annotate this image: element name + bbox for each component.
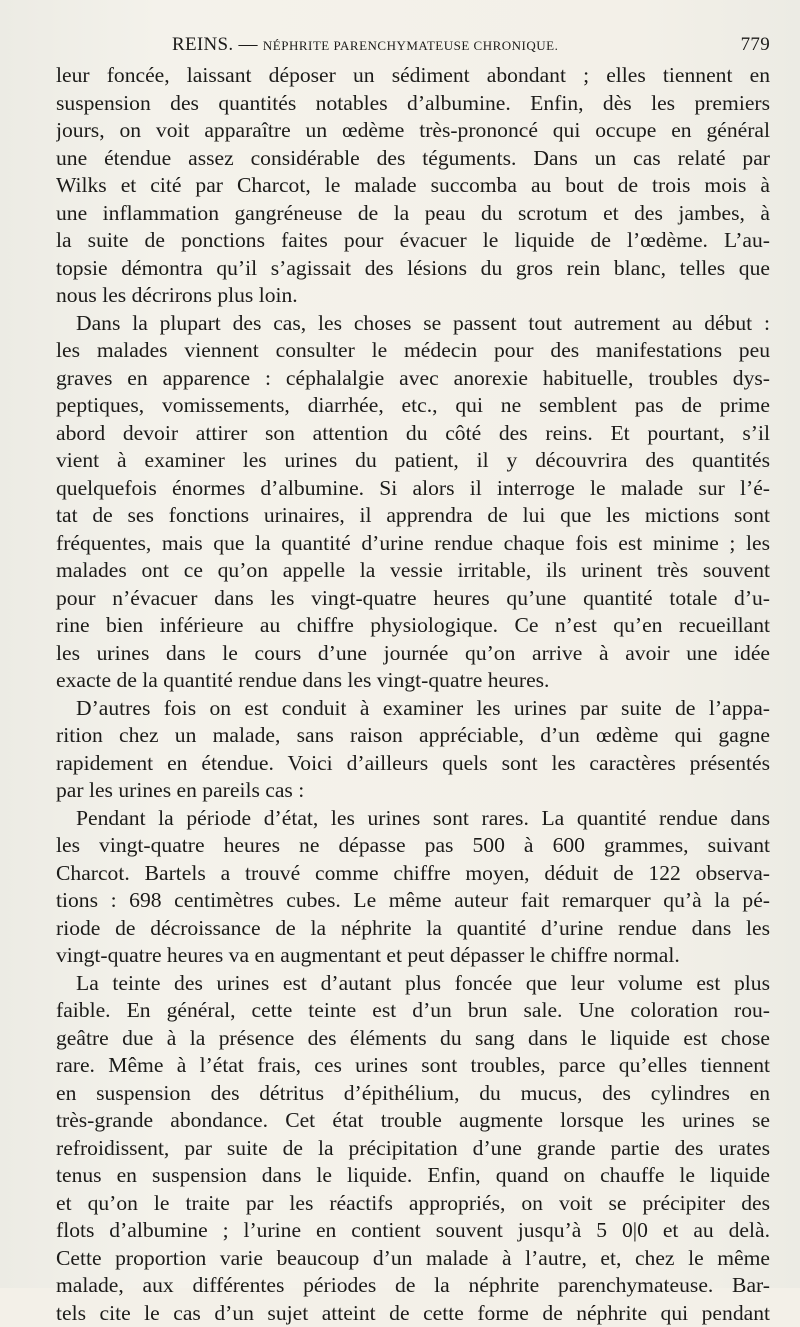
text-line: jours, on voit apparaître un œdème très-prononcé qui occupe en général — [56, 117, 770, 145]
paragraph — [56, 805, 770, 970]
text-line: tenus en suspension dans le liquide. Enfin, quand on chauffe le liquide — [56, 1162, 770, 1190]
text-line: par les urines en pareils cas : — [56, 777, 770, 805]
text-line: malade, aux différentes périodes de la néphrite parenchymateuse. Bar- — [56, 1272, 770, 1300]
text-line: vingt-quatre heures va en augmentant et peut dépasser le chiffre normal. — [56, 942, 770, 970]
text-line: suspension des quantités notables d’albumine. Enfin, dès les premiers — [56, 90, 770, 118]
text-line: peptiques, vomissements, diarrhée, etc., qui ne semblent pas de prime — [56, 392, 770, 420]
text-line: nous les décrirons plus loin. — [56, 282, 770, 310]
text-line: pour n’évacuer dans les vingt-quatre heures qu’une quantité totale d’u- — [56, 585, 770, 613]
text-line: Pendant la période d’état, les urines sont rares. La quantité rendue dans — [56, 805, 770, 833]
text-line: les malades viennent consulter le médecin pour des manifestations peu — [56, 337, 770, 365]
text-line: la suite de ponctions faites pour évacuer le liquide de l’œdème. L’au- — [56, 227, 770, 255]
text-line: et qu’on le traite par les réactifs appropriés, on voit se précipiter des — [56, 1190, 770, 1218]
text-line: fréquentes, mais que la quantité d’urine rendue chaque fois est minime ; les — [56, 530, 770, 558]
text-line: geâtre due à la présence des éléments du sang dans le liquide est chose — [56, 1025, 770, 1053]
text-line: Charcot. Bartels a trouvé comme chiffre moyen, déduit de 122 observa- — [56, 860, 770, 888]
text-line: exacte de la quantité rendue dans les vingt-quatre heures. — [56, 667, 770, 695]
text-line: très-grande abondance. Cet état trouble augmente lorsque les urines se — [56, 1107, 770, 1135]
paragraph — [56, 695, 770, 805]
text-line: une étendue assez considérable des téguments. Dans un cas relaté par — [56, 145, 770, 173]
text-line: rition chez un malade, sans raison appréciable, d’un œdème qui gagne — [56, 722, 770, 750]
text-line: topsie démontra qu’il s’agissait des lésions du gros rein blanc, telles que — [56, 255, 770, 283]
text-line: les urines dans le cours d’une journée qu’on arrive à avoir une idée — [56, 640, 770, 668]
text-line: en suspension des détritus d’épithélium, du mucus, des cylindres en — [56, 1080, 770, 1108]
text-line: tat de ses fonctions urinaires, il apprendra de lui que les mictions sont — [56, 502, 770, 530]
text-line: riode de décroissance de la néphrite la quantité d’urine rendue dans les — [56, 915, 770, 943]
text-line: Cette proportion varie beaucoup d’un malade à l’autre, et, chez le même — [56, 1245, 770, 1273]
running-head-title-group — [172, 34, 558, 56]
text-line: tions : 698 centimètres cubes. Le même auteur fait remarquer qu’à la pé- — [56, 887, 770, 915]
running-head-dash: — — [239, 34, 258, 55]
text-line: faible. En général, cette teinte est d’un brun sale. Une coloration rou- — [56, 997, 770, 1025]
paragraph — [56, 970, 770, 1327]
text-line: malades ont ce qu’on appelle la vessie irritable, ils urinent très souvent — [56, 557, 770, 585]
text-line: abord devoir attirer son attention du côté des reins. Et pourtant, s’il — [56, 420, 770, 448]
text-line: les vingt-quatre heures ne dépasse pas 500 à 600 grammes, suivant — [56, 832, 770, 860]
body-text — [56, 62, 770, 1327]
text-line: rine bien inférieure au chiffre physiologique. Ce n’est qu’en recueillant — [56, 612, 770, 640]
running-head-title: NÉPHRITE PARENCHYMATEUSE CHRONIQUE. — [263, 38, 558, 53]
text-line: quelquefois énormes d’albumine. Si alors il interroge le malade sur l’é- — [56, 475, 770, 503]
text-line: La teinte des urines est d’autant plus foncée que leur volume est plus — [56, 970, 770, 998]
text-line: rapidement en étendue. Voici d’ailleurs quels sont les caractères présentés — [56, 750, 770, 778]
text-line: une inflammation gangréneuse de la peau du scrotum et des jambes, à — [56, 200, 770, 228]
text-line: D’autres fois on est conduit à examiner les urines par suite de l’appa- — [56, 695, 770, 723]
text-line: vient à examiner les urines du patient, il y découvrira des quantités — [56, 447, 770, 475]
text-line: leur foncée, laissant déposer un sédiment abondant ; elles tiennent en — [56, 62, 770, 90]
paragraph — [56, 310, 770, 695]
text-line: Wilks et cité par Charcot, le malade succomba au bout de trois mois à — [56, 172, 770, 200]
text-line: graves en apparence : céphalalgie avec anorexie habituelle, troubles dys- — [56, 365, 770, 393]
text-line: rare. Même à l’état frais, ces urines sont troubles, parce qu’elles tiennent — [56, 1052, 770, 1080]
page-number: 779 — [741, 34, 770, 56]
running-head — [56, 34, 770, 60]
text-line: tels cite le cas d’un sujet atteint de cette forme de néphrite qui pendant — [56, 1300, 770, 1327]
text-line: refroidissent, par suite de la précipitation d’une grande partie des urates — [56, 1135, 770, 1163]
text-line: flots d’albumine ; l’urine en contient souvent jusqu’à 5 0|0 et au delà. — [56, 1217, 770, 1245]
text-line: Dans la plupart des cas, les choses se passent tout autrement au début : — [56, 310, 770, 338]
paragraph — [56, 62, 770, 310]
running-head-section: REINS. — [172, 34, 233, 55]
